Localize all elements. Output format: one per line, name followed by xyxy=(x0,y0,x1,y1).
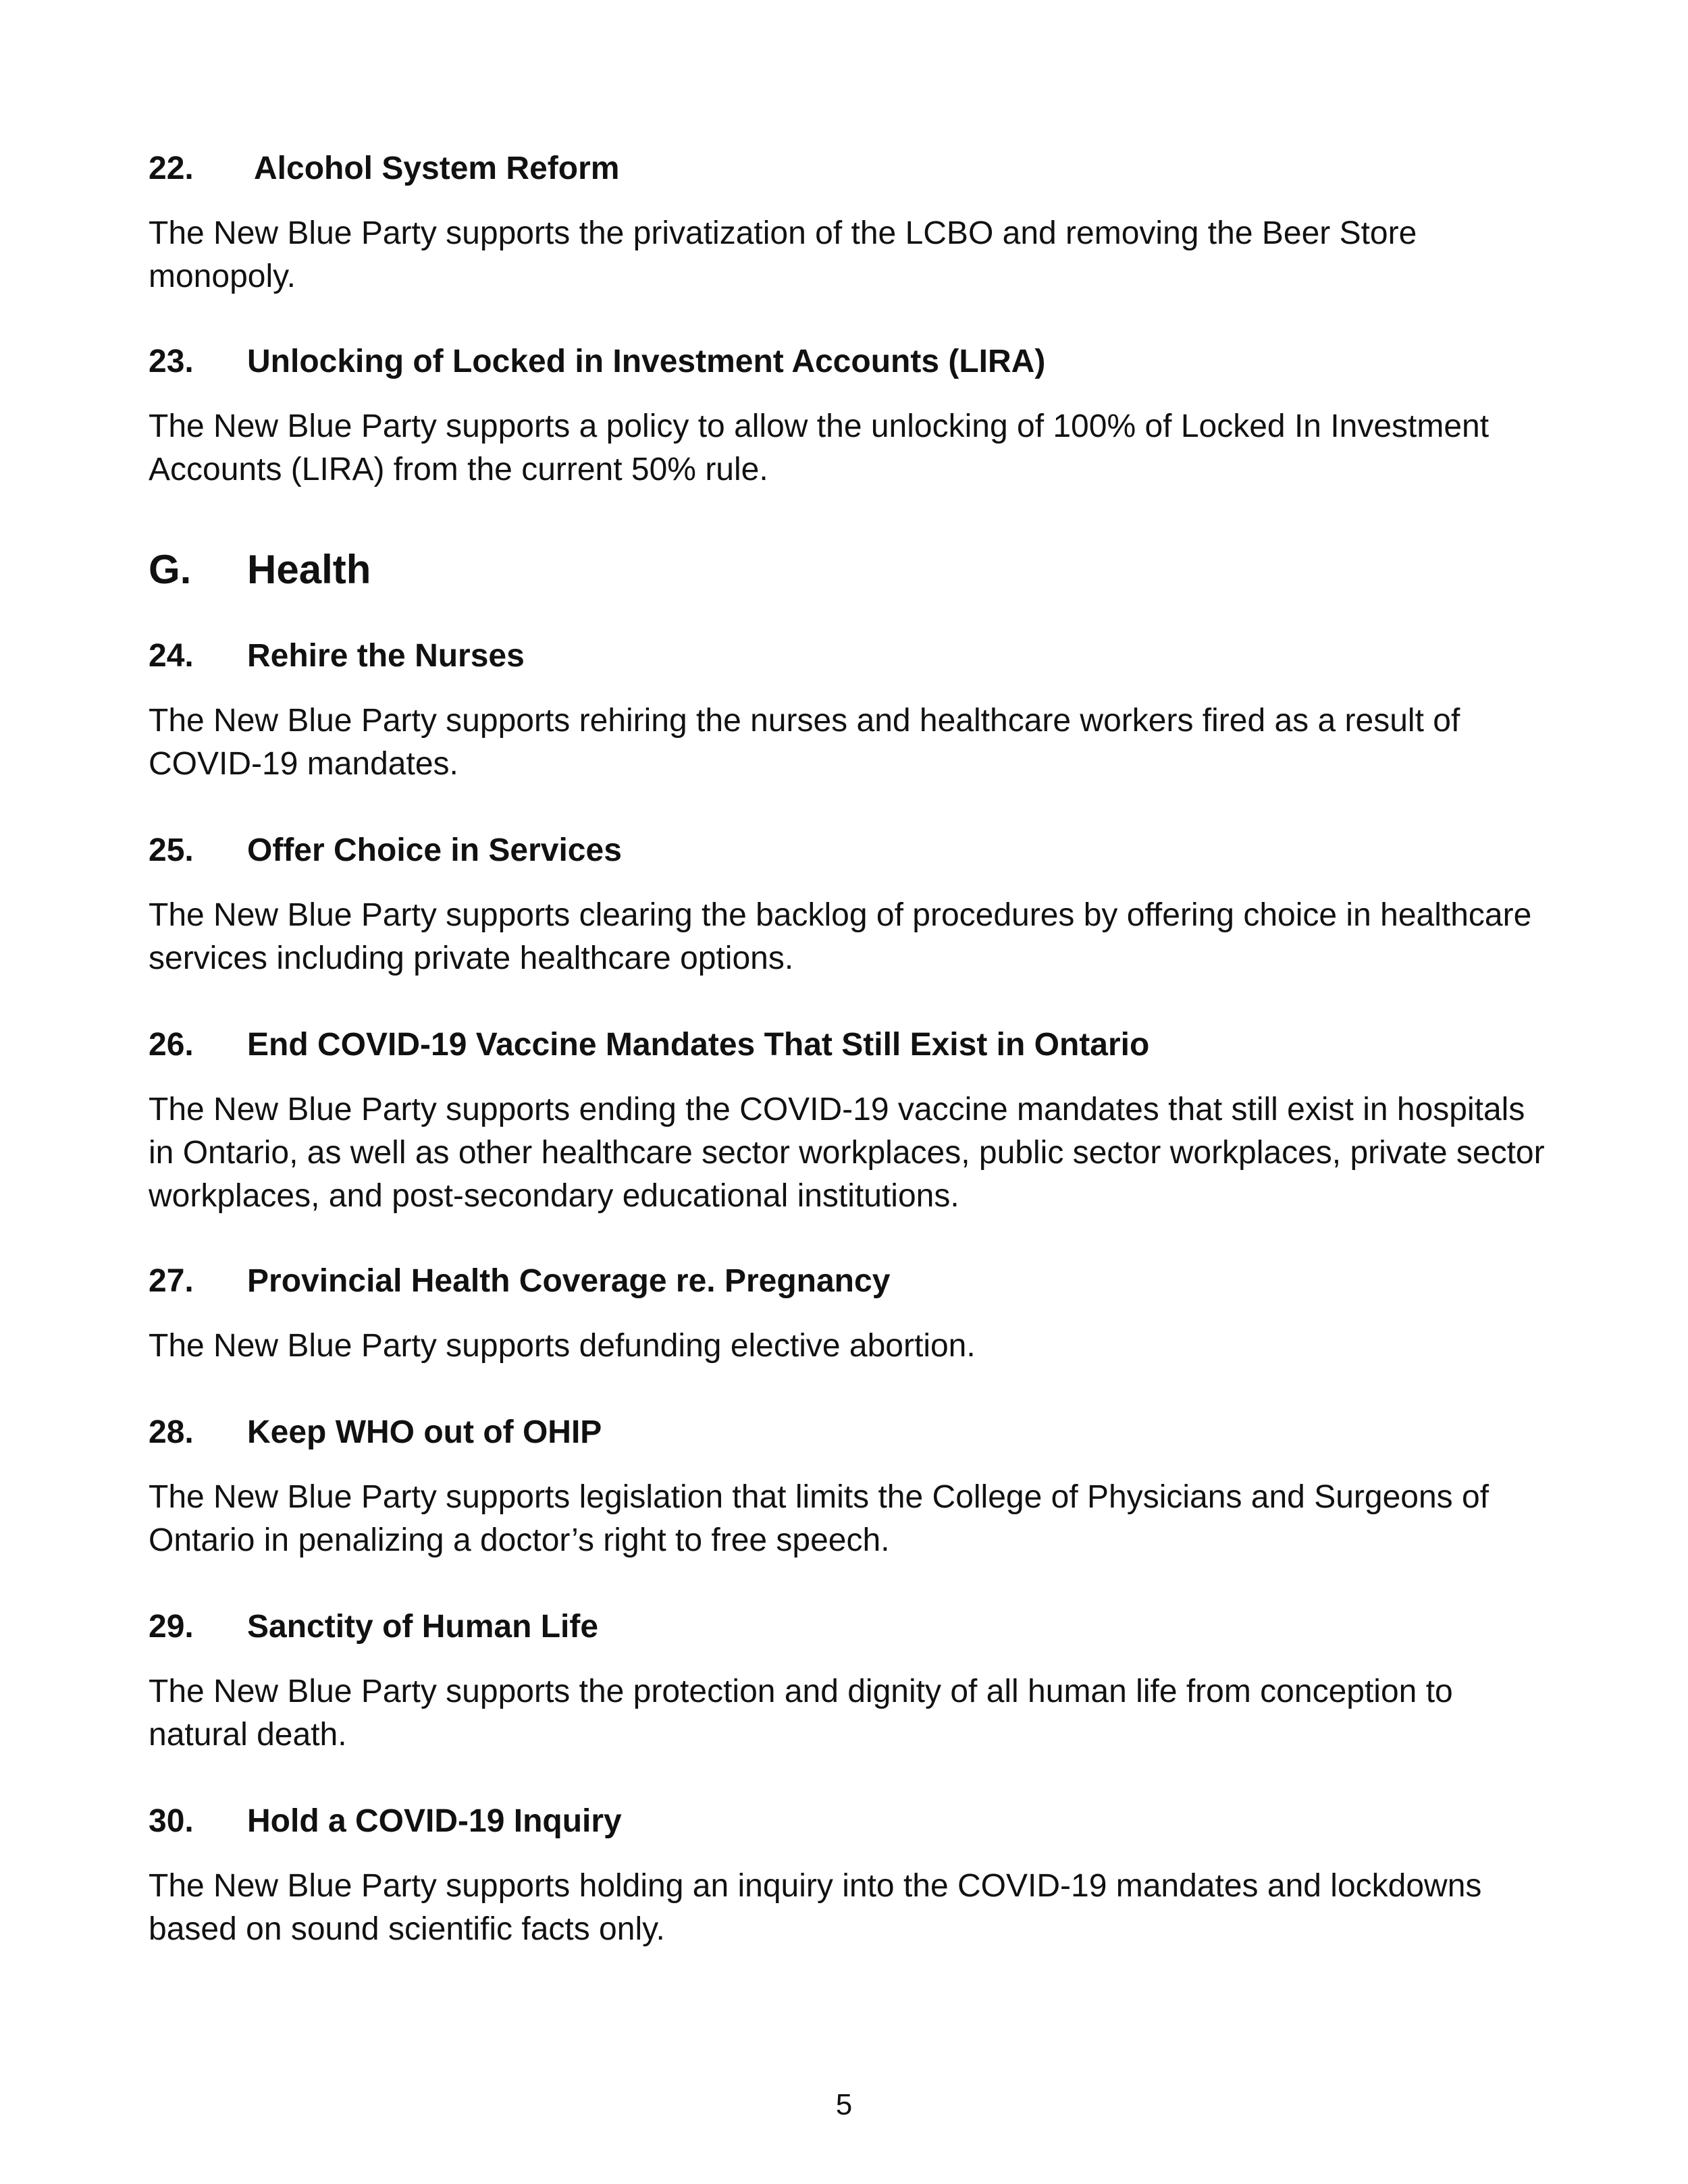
policy-body: The New Blue Party supports rehiring the nurses and healthcare workers fired as a result of COVID-19 mandates. xyxy=(149,703,1460,782)
policy-heading xyxy=(149,149,1553,189)
policy-number: 27. xyxy=(149,1263,194,1299)
section-title: Health xyxy=(247,547,371,592)
policy-body: The New Blue Party supports holding an inquiry into the COVID-19 mandates and lockdowns based on sound scientific facts only. xyxy=(149,1868,1482,1947)
policy-heading xyxy=(149,342,1553,382)
policy-heading xyxy=(149,830,1553,871)
policy-number: 22. xyxy=(149,151,194,186)
policy-title: Hold a COVID-19 Inquiry xyxy=(247,1803,622,1839)
policy-body: The New Blue Party supports ending the COVID-19 vaccine mandates that still exist in hospitals in Ontario, as well as other healthcare sector workplaces, public sector workplaces, private sector workplaces, and post-secondary educational institutions. xyxy=(149,1092,1545,1214)
policy-item-30 xyxy=(149,1801,1553,1951)
policy-title: End COVID-19 Vaccine Mandates That Still Exist in Ontario xyxy=(247,1027,1150,1063)
policy-title: Unlocking of Locked in Investment Accounts (LIRA) xyxy=(247,344,1046,379)
policy-item-23 xyxy=(149,342,1553,491)
policy-item-26 xyxy=(149,1025,1553,1218)
policy-title: Alcohol System Reform xyxy=(254,151,620,186)
policy-item-24 xyxy=(149,636,1553,786)
policy-body: The New Blue Party supports a policy to allow the unlocking of 100% of Locked In Investment Accounts (LIRA) from the current 50% rule. xyxy=(149,408,1489,487)
policy-heading xyxy=(149,1261,1553,1302)
policy-item-22 xyxy=(149,149,1553,298)
policy-body: The New Blue Party supports clearing the backlog of procedures by offering choice in healthcare services including private healthcare options. xyxy=(149,897,1532,976)
policy-item-28 xyxy=(149,1412,1553,1562)
page-number: 5 xyxy=(835,2088,853,2121)
policy-number: 24. xyxy=(149,638,194,674)
policy-title: Sanctity of Human Life xyxy=(247,1609,599,1645)
policy-item-25 xyxy=(149,830,1553,980)
policy-title: Keep WHO out of OHIP xyxy=(247,1414,602,1450)
policy-number: 29. xyxy=(149,1609,194,1645)
policy-heading xyxy=(149,1412,1553,1453)
policy-number: 23. xyxy=(149,344,194,379)
section-letter: G. xyxy=(149,547,192,592)
policy-number: 30. xyxy=(149,1803,194,1839)
policy-item-29 xyxy=(149,1607,1553,1757)
policy-title: Rehire the Nurses xyxy=(247,638,525,674)
policy-number: 28. xyxy=(149,1414,194,1450)
policy-title: Offer Choice in Services xyxy=(247,832,622,868)
policy-heading xyxy=(149,1607,1553,1647)
policy-heading xyxy=(149,636,1553,676)
policy-title: Provincial Health Coverage re. Pregnancy xyxy=(247,1263,891,1299)
policy-number: 25. xyxy=(149,832,194,868)
policy-heading xyxy=(149,1801,1553,1842)
policy-body: The New Blue Party supports the privatization of the LCBO and removing the Beer Store monopoly. xyxy=(149,215,1417,294)
policy-body: The New Blue Party supports the protection and dignity of all human life from conception to natural death. xyxy=(149,1674,1453,1753)
policy-item-27 xyxy=(149,1261,1553,1368)
section-heading-health xyxy=(149,544,371,595)
policy-number: 26. xyxy=(149,1027,194,1063)
policy-body: The New Blue Party supports legislation that limits the College of Physicians and Surgeons of Ontario in penalizing a doctor’s right to free speech. xyxy=(149,1479,1489,1558)
policy-body: The New Blue Party supports defunding elective abortion. xyxy=(149,1328,976,1364)
policy-heading xyxy=(149,1025,1553,1065)
